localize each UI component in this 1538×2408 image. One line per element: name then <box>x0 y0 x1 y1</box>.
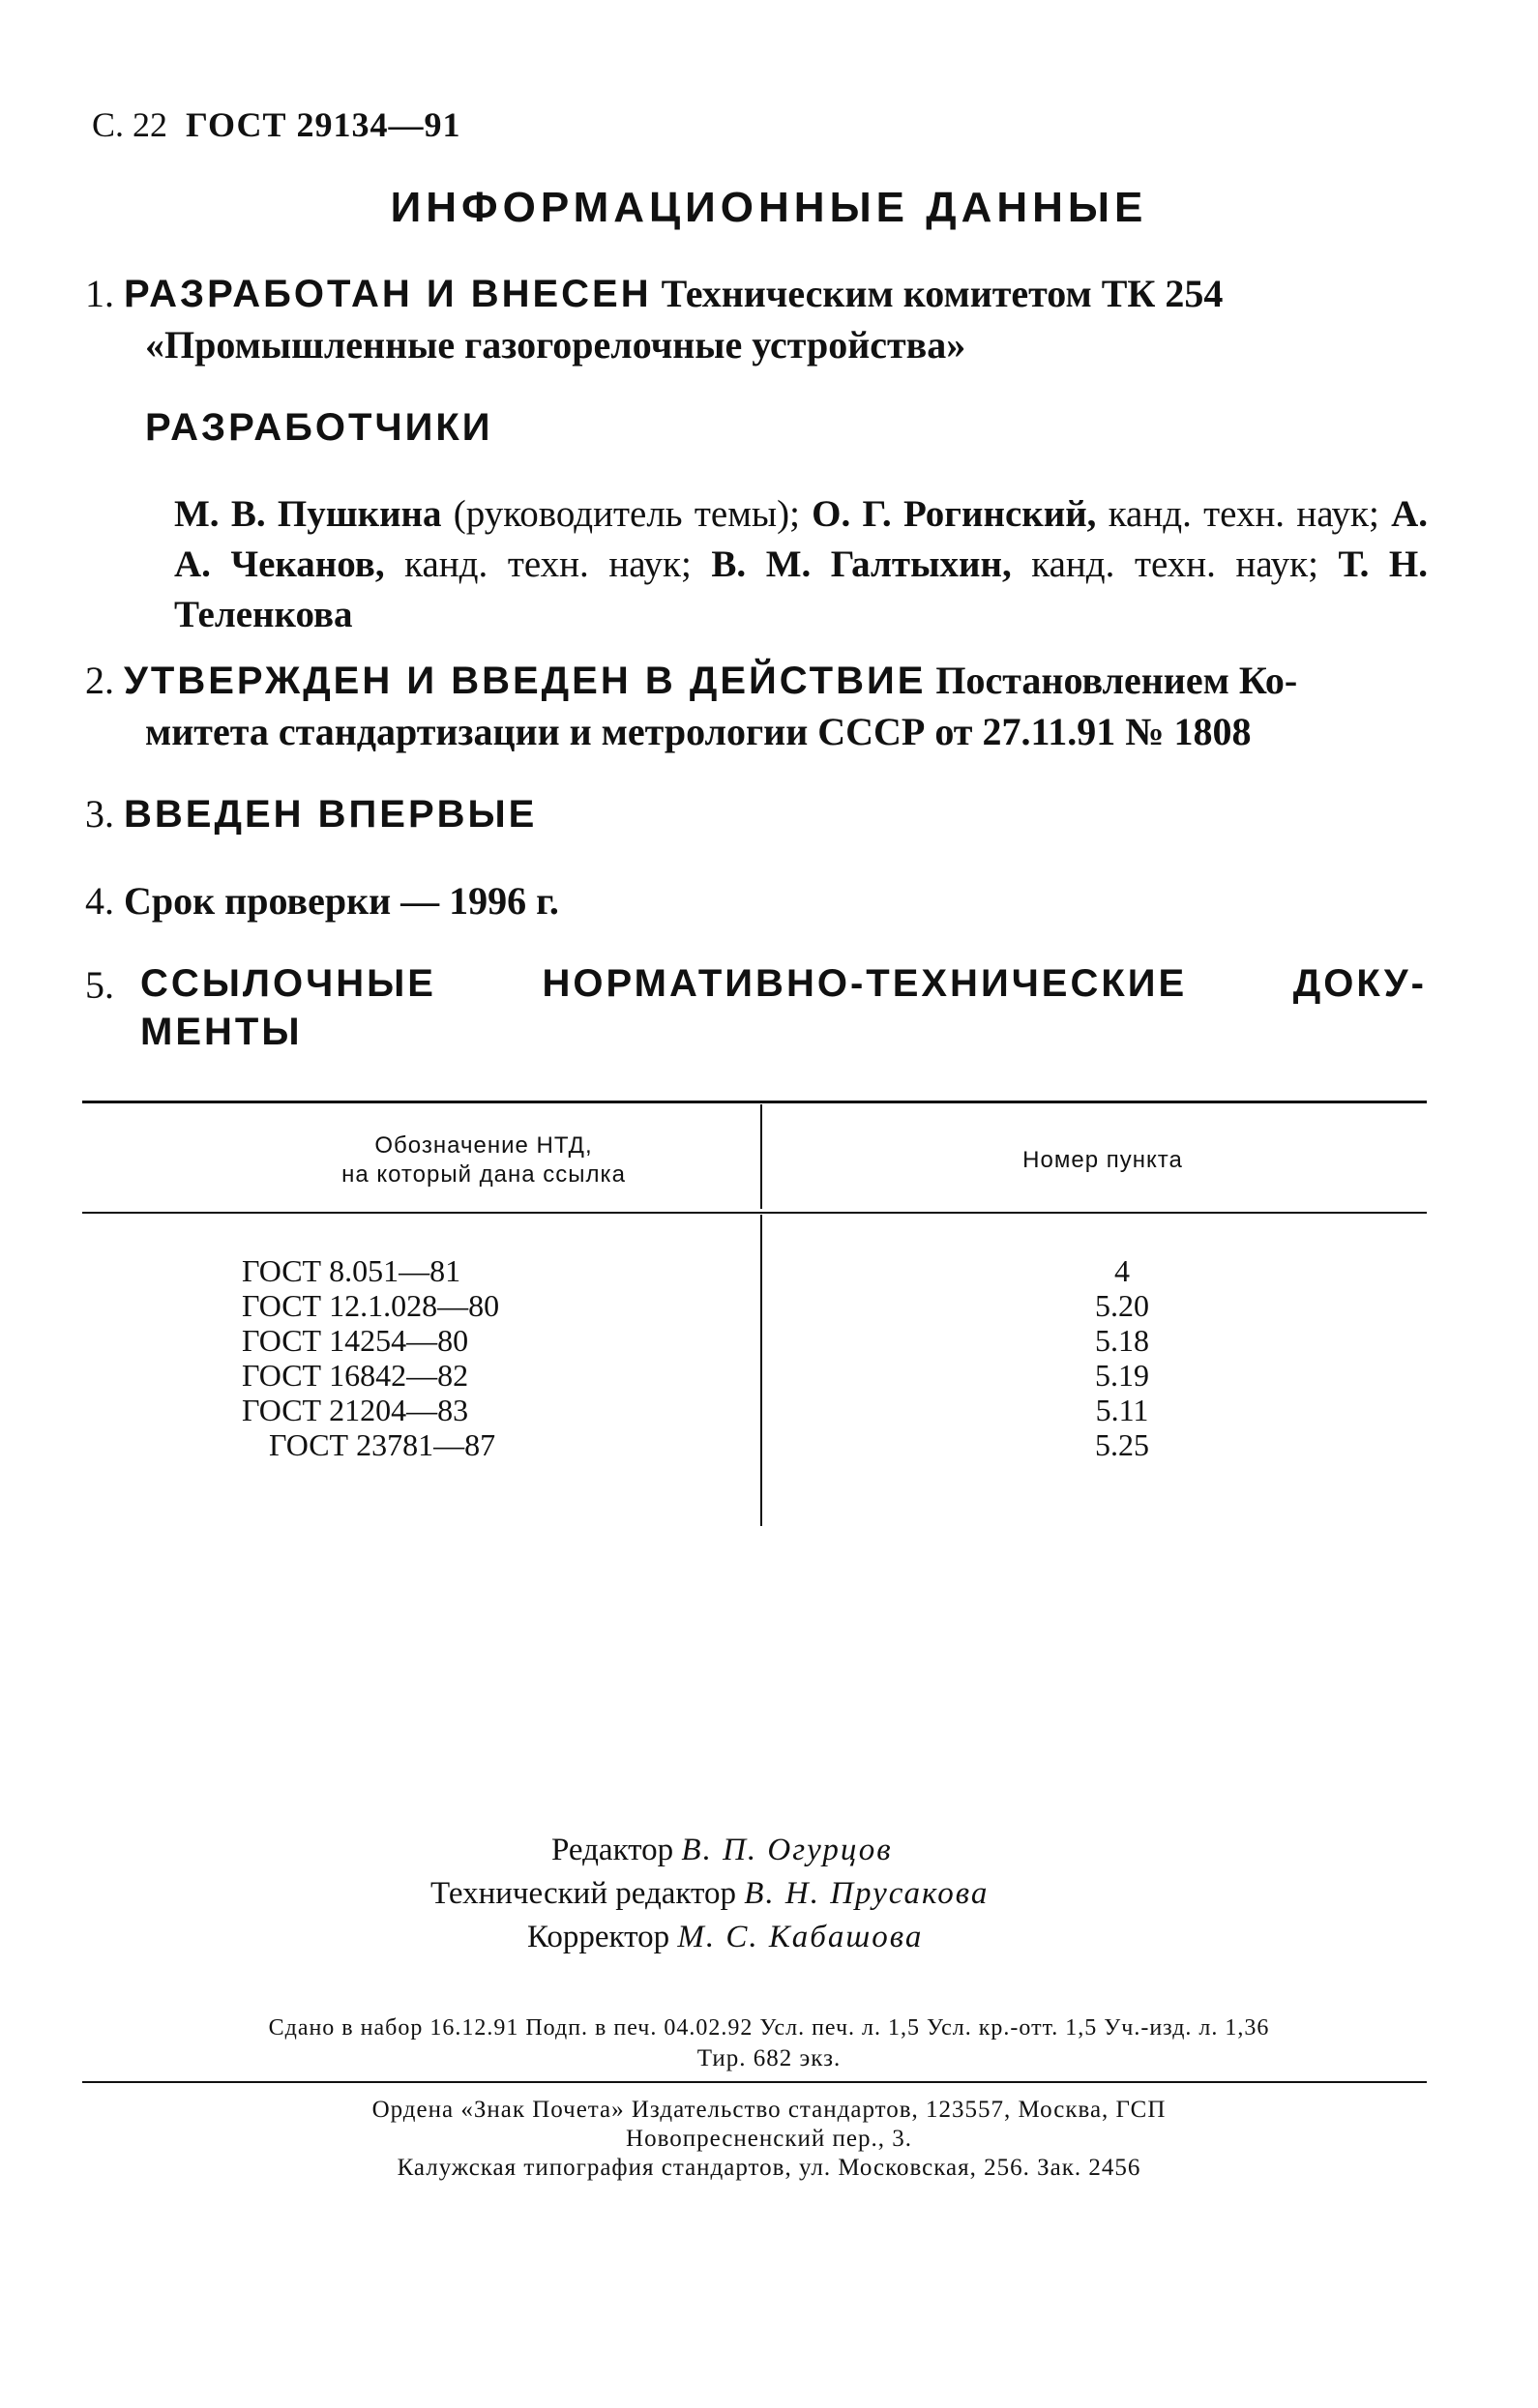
section-5 <box>85 962 114 1008</box>
section-1-number: 1. <box>85 272 114 315</box>
section-3 <box>85 791 537 837</box>
section-4-text: Срок проверки — 1996 г. <box>124 879 559 923</box>
developer-name: М. В. Пушкина <box>174 493 442 535</box>
section-1-text: Техническим комитетом ТК 254 <box>661 272 1224 315</box>
table-row-ref: ГОСТ 21204—83 <box>242 1393 469 1427</box>
imprint-publisher: Ордена «Знак Почета» Издательство стандартов, 123557, Москва, ГСП <box>371 2097 1167 2123</box>
section-1 <box>85 271 1223 316</box>
credit-corrector: Корректор М. С. Кабашова <box>527 1920 924 1954</box>
table-row-item: 5.18 <box>1095 1323 1149 1358</box>
section-5-caps-line1: ССЫЛОЧНЫЕ НОРМАТИВНО-ТЕХНИЧЕСКИЕ ДОКУ- <box>140 962 1427 1005</box>
table-header-item-number: Номер пункта <box>1022 1147 1183 1173</box>
section-2-number: 2. <box>85 659 114 702</box>
developer-name: В. М. Галтыхин, <box>711 543 1012 585</box>
developer-name: Т. Н. Теленкова <box>174 543 1428 635</box>
imprint-rule <box>82 2081 1427 2083</box>
credit-editor: Редактор В. П. Огурцов <box>551 1833 893 1867</box>
table-ref-column <box>242 1253 571 1462</box>
table-row-ref: ГОСТ 23781—87 <box>269 1427 496 1462</box>
credit-technical-editor: Технический редактор В. Н. Прусакова <box>430 1876 990 1911</box>
imprint-print-info: Сдано в набор 16.12.91 Подп. в печ. 04.02.92 Усл. печ. л. 1,5 Усл. кр.-отт. 1,5 Уч.-изд. л. 1,36 <box>268 2015 1270 2041</box>
section-1-line2: «Промышленные газогорелочные устройства» <box>145 323 966 367</box>
section-4-number: 4. <box>85 879 114 923</box>
page-header <box>92 104 460 145</box>
section-5-number: 5. <box>85 963 114 1007</box>
page-number: С. 22 <box>92 105 168 144</box>
table-header-divider <box>760 1104 762 1209</box>
section-3-number: 3. <box>85 792 114 836</box>
standard-number: ГОСТ 29134—91 <box>186 105 461 144</box>
table-body-divider <box>760 1215 762 1526</box>
table-row-ref: ГОСТ 12.1.028—80 <box>242 1288 500 1323</box>
developers-list <box>174 489 1428 640</box>
developer-role: канд. техн. наук; <box>1011 543 1339 585</box>
imprint-circulation: Тир. 682 экз. <box>696 2045 842 2071</box>
section-5-caps-line2: МЕНТЫ <box>140 1011 303 1053</box>
section-2-caps: УТВЕРЖДЕН И ВВЕДЕН В ДЕЙСТВИЕ <box>124 660 927 702</box>
table-row-ref: ГОСТ 8.051—81 <box>242 1253 461 1288</box>
table-header-designation: Обозначение НТД, на который дана ссылка <box>341 1132 626 1188</box>
table-top-rule <box>82 1101 1427 1103</box>
developers-heading: РАЗРАБОТЧИКИ <box>145 406 493 449</box>
developer-role: канд. техн. наук; <box>384 543 712 585</box>
document-title: ИНФОРМАЦИОННЫЕ ДАННЫЕ <box>390 184 1148 231</box>
table-row-item: 5.20 <box>1095 1288 1149 1323</box>
section-2 <box>85 658 1297 703</box>
table-row-ref: ГОСТ 16842—82 <box>242 1358 469 1393</box>
table-item-column <box>1074 1253 1170 1462</box>
table-header-rule <box>82 1212 1427 1214</box>
table-row-ref: ГОСТ 14254—80 <box>242 1323 469 1358</box>
table-row-item: 5.19 <box>1095 1358 1149 1393</box>
table-row-item: 5.11 <box>1095 1393 1149 1427</box>
developer-role: канд. техн. наук; <box>1096 493 1392 535</box>
section-2-line2: митета стандартизации и метрологии СССР от 27.11.91 № 1808 <box>145 710 1252 753</box>
section-3-caps: ВВЕДЕН ВПЕРВЫЕ <box>124 793 538 836</box>
section-4 <box>85 878 559 924</box>
developer-role: (руководитель темы); <box>441 493 813 535</box>
section-1-caps: РАЗРАБОТАН И ВНЕСЕН <box>124 273 652 315</box>
developer-name: О. Г. Рогинский, <box>812 493 1097 535</box>
section-2-text: Постановлением Ко- <box>935 659 1298 702</box>
table-row-item: 5.25 <box>1095 1427 1149 1462</box>
developer-name: А. А. Чеканов, <box>174 493 1428 585</box>
imprint-publisher-address: Новопресненский пер., 3. <box>626 2126 912 2152</box>
imprint-printer: Калужская типография стандартов, ул. Московская, 256. Зак. 2456 <box>397 2155 1141 2181</box>
table-row-item: 4 <box>1114 1253 1130 1288</box>
